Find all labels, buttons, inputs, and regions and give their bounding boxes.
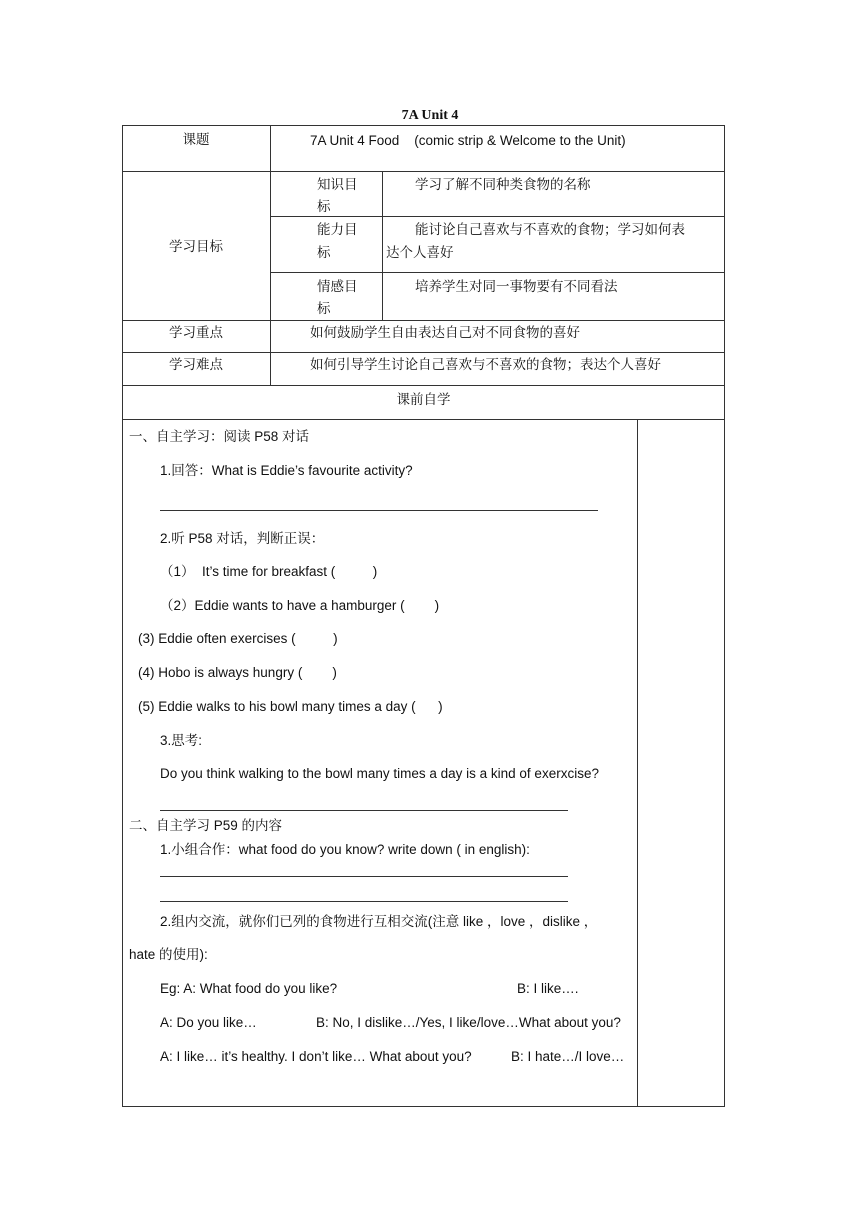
dialogue-example-a: Eg: A: What food do you like? <box>160 981 338 996</box>
objectives-label: 学习目标 <box>169 239 223 254</box>
ability-value-cont: 达个人喜好 <box>386 245 454 260</box>
true-false-item: （2）Eddie wants to have a hamburger ( ) <box>160 598 440 613</box>
column-divider <box>637 419 638 1107</box>
true-false-item: (3) Eddie often exercises ( ) <box>138 631 338 646</box>
knowledge-value: 学习了解不同种类食物的名称 <box>415 177 591 192</box>
true-false-item: (4) Hobo is always hungry ( ) <box>138 665 337 680</box>
dialogue-example-b: B: I like…. <box>517 981 579 996</box>
knowledge-label: 知识目 <box>317 177 358 192</box>
row-divider <box>270 216 725 217</box>
row-divider <box>122 171 725 172</box>
difficulty-value: 如何引导学生讨论自己喜欢与不喜欢的食物；表达个人喜好 <box>310 357 661 372</box>
row-divider <box>122 385 725 386</box>
emotion-value: 培养学生对同一事物要有不同看法 <box>415 279 618 294</box>
row-divider <box>122 352 725 353</box>
dialogue-line-b: B: No, I dislike…/Yes, I like/love…What about you? <box>316 1015 621 1030</box>
focus-value: 如何鼓励学生自由表达自己对不同食物的喜好 <box>310 325 580 340</box>
answer-blank[interactable] <box>160 901 568 902</box>
question-3-text: Do you think walking to the bowl many times a day is a kind of exerxcise? <box>160 766 599 781</box>
section2-question-2-cont: hate 的使用): <box>129 947 208 962</box>
preview-header: 课前自学 <box>396 392 451 407</box>
ability-label: 能力目 <box>317 222 358 237</box>
row-divider <box>122 320 725 321</box>
answer-blank[interactable] <box>160 810 568 811</box>
ability-label-cont: 标 <box>317 245 331 260</box>
dialogue-line-a: A: I like… it’s healthy. I don’t like… What about you? <box>160 1049 472 1064</box>
focus-label: 学习重点 <box>169 325 223 340</box>
topic-value: 7A Unit 4 Food (comic strip & Welcome to the Unit) <box>310 133 626 148</box>
true-false-item: （1） It’s time for breakfast ( ) <box>160 564 378 579</box>
topic-label: 课题 <box>182 132 210 147</box>
question-1: 1.回答：What is Eddie’s favourite activity? <box>160 463 413 478</box>
page-title: 7A Unit 4 <box>401 108 459 123</box>
section2-heading: 二、自主学习 P59 的内容 <box>129 818 283 833</box>
question-3: 3.思考: <box>160 733 203 748</box>
column-divider <box>270 125 271 385</box>
section2-question-1: 1.小组合作：what food do you know? write down ( in english): <box>160 842 530 857</box>
true-false-item: (5) Eddie walks to his bowl many times a day ( ) <box>138 699 443 714</box>
difficulty-label: 学习难点 <box>169 357 223 372</box>
answer-blank[interactable] <box>160 510 598 511</box>
dialogue-line-a: A: Do you like… <box>160 1015 257 1030</box>
emotion-label-cont: 标 <box>317 301 331 316</box>
ability-value: 能讨论自己喜欢与不喜欢的食物；学习如何表 <box>415 222 685 237</box>
answer-blank[interactable] <box>160 876 568 877</box>
emotion-label: 情感目 <box>317 279 358 294</box>
row-divider <box>122 419 725 420</box>
section2-question-2: 2.组内交流，就你们已列的食物进行互相交流(注意 like ，love ，dislike ， <box>160 914 598 929</box>
knowledge-label-cont: 标 <box>317 199 331 214</box>
section1-heading: 一、自主学习：阅读 P58 对话 <box>129 429 310 444</box>
question-2: 2.听 P58 对话，判断正误： <box>160 531 325 546</box>
column-divider <box>382 171 383 320</box>
row-divider <box>270 272 725 273</box>
dialogue-line-b: B: I hate…/I love… <box>511 1049 625 1064</box>
